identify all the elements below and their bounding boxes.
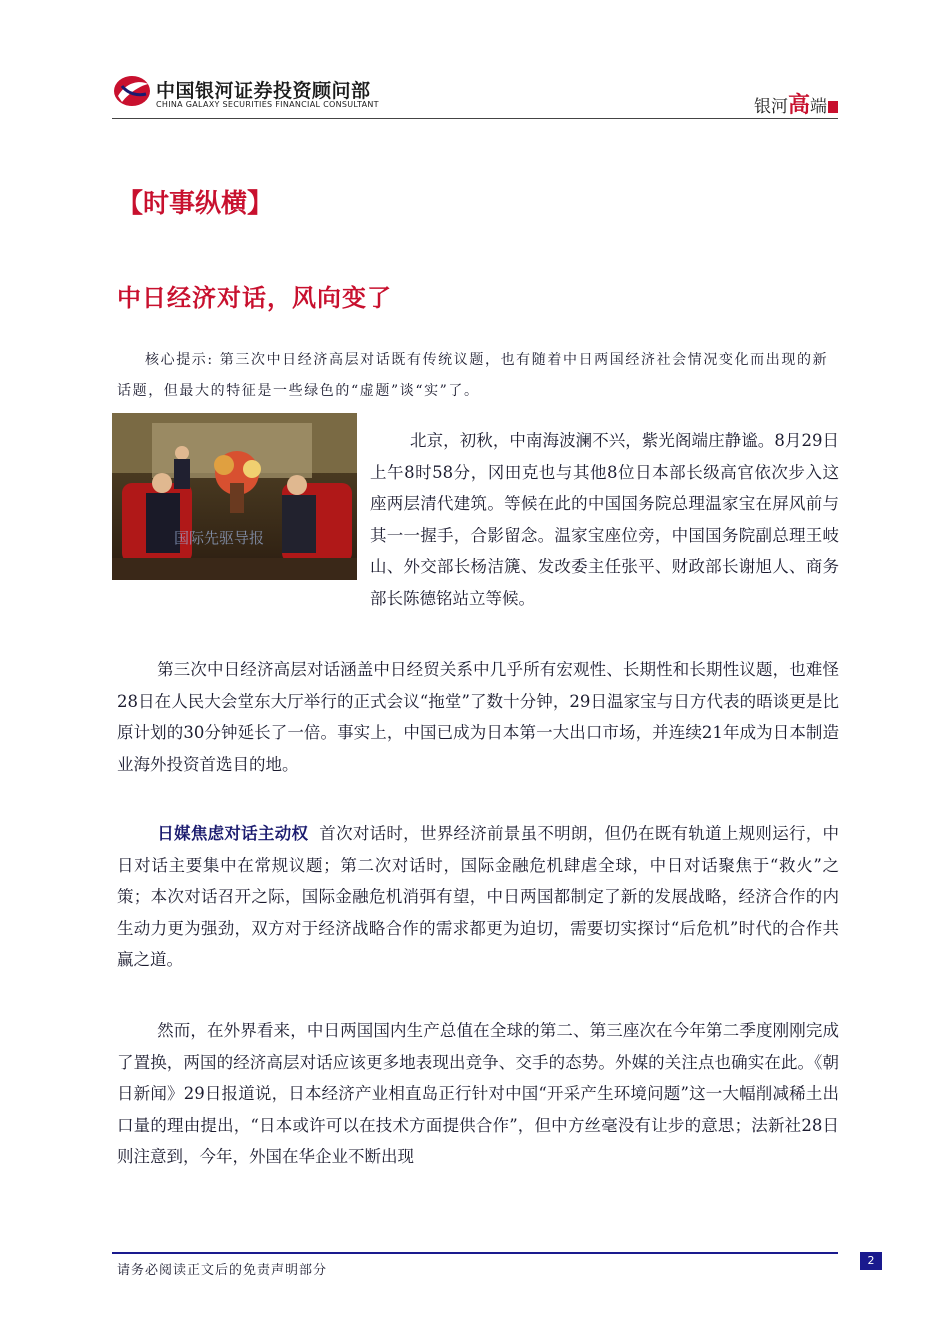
subheading: 日媒焦虑对话主动权 xyxy=(157,824,309,843)
footer-disclaimer: 请务必阅读正文后的免责声明部分 xyxy=(117,1263,328,1278)
paragraph-4-text: 然而，在外界看来，中日两国国内生产总值在全球的第二、第三座次在今年第二季度刚刚完成了置换，两国的经济高层对话应该更多地表现出竞争、交手的态势。外媒的关注点也确实在此。《朝日新闻》29日报道说，日本经济产业相直岛正行针对中国“开采产生环境问题”这一大幅削减稀土出口量的理由提出，“日本或许可以在技术方面提供合作”，但中方丝毫没有让步的意思；法新社28日则注意到，今年，外国在华企业不断出现 xyxy=(117,1021,839,1166)
paragraph-3 xyxy=(117,818,839,976)
paragraph-3-text: 首次对话时，世界经济前景虽不明朗，但仍在既有轨道上规则运行，中日对话主要集中在常规议题；第二次对话时，国际金融危机肆虐全球，中日对话聚焦于“救火”之策；本次对话召开之际，国际金融危机消弭有望，中日两国都制定了新的发展战略，经济合作的内生动力更为强劲，双方对于经济战略合作的需求都更为迫切，需要切实探讨“后危机”时代的合作共赢之道。 xyxy=(117,824,840,969)
org-name-cn: 中国银河证券投资顾问部 xyxy=(156,80,371,102)
paragraph-2 xyxy=(117,654,839,780)
brand-mark xyxy=(754,88,838,119)
paragraph-1 xyxy=(117,425,839,614)
brand-prefix: 银河 xyxy=(753,97,788,117)
summary-text: 核心提示: 第三次中日经济高层对话既有传统议题，也有随着中日两国经济社会情况变化而出现的新话题，但最大的特征是一些绿色的“虚题”谈“实”了。 xyxy=(117,352,829,399)
galaxy-logo-icon xyxy=(112,74,152,108)
org-name-en: CHINA GALAXY SECURITIES FINANCIAL CONSULTANT xyxy=(156,100,379,109)
seal-icon xyxy=(828,101,838,113)
footer-divider xyxy=(112,1252,838,1254)
brand-accent: 高 xyxy=(787,92,810,118)
paragraph-1-text: 北京，初秋，中南海波澜不兴，紫光阁端庄静谧。8月29日上午8时58分，冈田克也与其他8位日本部长级高官依次步入这座两层清代建筑。等候在此的中国国务院总理温家宝在屏风前与其一一握手，合影留念。温家宝座位旁，中国国务院副总理王岐山、外交部长杨洁篪、发改委主任张平、财政部长谢旭人、商务部长陈德铭站立等候。 xyxy=(370,431,839,608)
page-header xyxy=(112,70,838,120)
header-divider xyxy=(112,118,838,119)
brand-suffix: 端 xyxy=(810,97,827,117)
article-summary xyxy=(117,345,839,407)
paragraph-2-text: 第三次中日经济高层对话涵盖中日经贸关系中几乎所有宏观性、长期性和长期性议题，也难怪28日在人民大会堂东大厅举行的正式会议“拖堂”了数十分钟，29日温家宝与日方代表的晤谈更是比原计划的30分钟延长了一倍。事实上，中国已成为日本第一大出口市场，并连续21年成为日本制造业海外投资首选目的地。 xyxy=(117,660,839,774)
page-number: 2 xyxy=(860,1252,882,1270)
section-title: 【时事纵横】 xyxy=(117,189,274,219)
article-title: 中日经济对话，风向变了 xyxy=(117,283,392,312)
photo-watermark: 国际先驱导报 xyxy=(174,529,265,547)
paragraph-4 xyxy=(117,1015,839,1173)
